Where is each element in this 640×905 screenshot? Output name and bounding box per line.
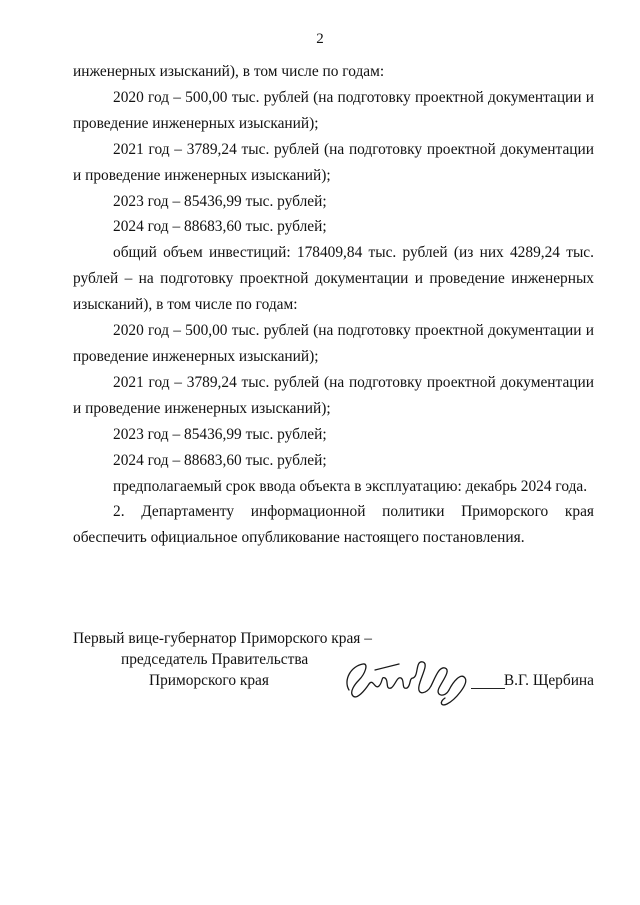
- paragraph: 2021 год – 3789,24 тыс. рублей (на подготовку проектной документации и проведение инженерных изысканий);: [73, 140, 594, 184]
- signature-underline: [471, 688, 505, 689]
- paragraph: 2023 год – 85436,99 тыс. рублей;: [113, 192, 327, 210]
- signatory-title-line: Первый вице-губернатор Приморского края –: [73, 630, 372, 647]
- paragraph: 2020 год – 500,00 тыс. рублей (на подготовку проектной документации и проведение инженерных изысканий);: [73, 88, 594, 132]
- paragraph: инженерных изысканий), в том числе по годам:: [73, 63, 385, 80]
- paragraph: предполагаемый срок ввода объекта в эксплуатацию: декабрь 2024 года.: [113, 477, 588, 495]
- signature-block: [73, 628, 594, 708]
- paragraph: 2023 год – 85436,99 тыс. рублей;: [113, 425, 327, 443]
- signatory-title-line: Приморского края: [149, 672, 269, 689]
- signatory-name: В.Г. Щербина: [503, 672, 594, 689]
- handwritten-signature: [335, 650, 485, 710]
- document-body: [73, 59, 594, 551]
- signatory-title-line: председатель Правительства: [121, 651, 309, 668]
- paragraph: 2. Департаменту информационной политики Приморского края обеспечить официальное опубликование настоящего постановления.: [73, 503, 594, 547]
- paragraph: 2024 год – 88683,60 тыс. рублей;: [113, 451, 327, 469]
- paragraph: 2020 год – 500,00 тыс. рублей (на подготовку проектной документации и проведение инженерных изысканий);: [73, 322, 594, 365]
- paragraph: общий объем инвестиций: 178409,84 тыс. рублей (из них 4289,24 тыс. рублей – на подготовку проектной документации и проведение инженерных изысканий), в том числе по годам:: [73, 244, 594, 314]
- paragraph: 2024 год – 88683,60 тыс. рублей;: [113, 218, 327, 236]
- page-number: 2: [316, 31, 324, 47]
- paragraph: 2021 год – 3789,24 тыс. рублей (на подготовку проектной документации и проведение инженерных изысканий);: [73, 373, 594, 417]
